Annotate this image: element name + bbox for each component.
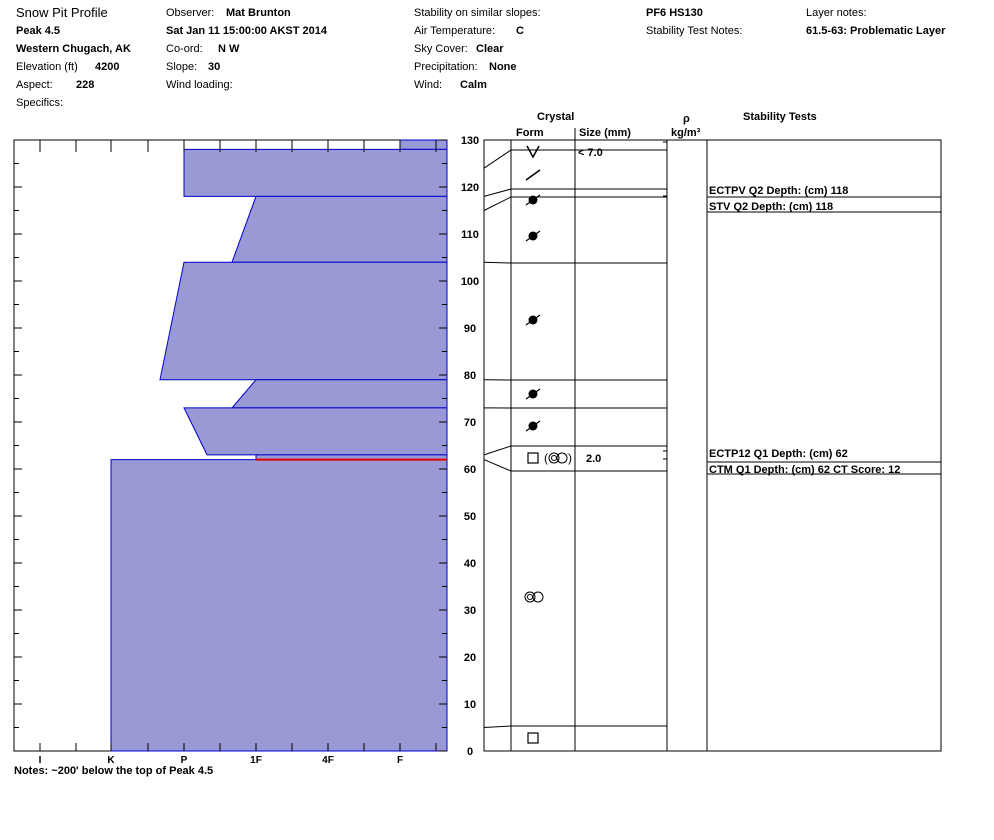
stability-similar-label: Stability on similar slopes: bbox=[414, 7, 541, 19]
air-temp-value: C bbox=[516, 25, 524, 37]
elevation-value: 4200 bbox=[95, 61, 120, 73]
new-snow-icon bbox=[527, 146, 539, 157]
depth-axis-label: 80 bbox=[463, 370, 477, 382]
depth-axis-label: 130 bbox=[460, 135, 480, 147]
pit-id: PF6 HS130 bbox=[646, 7, 703, 19]
location-name: Peak 4.5 bbox=[16, 25, 61, 37]
hardness-layer bbox=[232, 380, 447, 408]
slope-label: Slope: bbox=[166, 61, 198, 73]
observer-value: Mat Brunton bbox=[226, 7, 291, 19]
grain-size: < 7.0 bbox=[578, 147, 603, 159]
rho-header: ρ bbox=[683, 113, 690, 125]
region-name: Western Chugach, AK bbox=[16, 43, 131, 55]
hardness-layer bbox=[184, 408, 447, 455]
hardness-layer bbox=[400, 140, 447, 149]
hardness-scale-label: I bbox=[38, 755, 42, 766]
coord-label: Co-ord: bbox=[166, 43, 203, 55]
sky-cover-label: Sky Cover: bbox=[414, 43, 468, 55]
wind-value: Calm bbox=[460, 79, 487, 91]
density-unit-header: kg/m³ bbox=[671, 127, 701, 139]
crystal-header: Crystal bbox=[537, 111, 575, 123]
depth-hoar-inner bbox=[528, 595, 533, 600]
layer-depth-connector bbox=[484, 197, 511, 211]
depth-axis-label: 40 bbox=[463, 558, 477, 570]
grain-size: 2.0 bbox=[586, 453, 602, 465]
stability-test-result: CTM Q1 Depth: (cm) 62 CT Score: 12 bbox=[709, 464, 901, 476]
elevation-label: Elevation (ft) bbox=[16, 61, 78, 73]
paren-open: ( bbox=[544, 451, 548, 465]
wind-label: Wind: bbox=[414, 79, 443, 91]
stability-notes-label: Stability Test Notes: bbox=[646, 25, 743, 37]
observation-datetime: Sat Jan 11 15:00:00 AKST 2014 bbox=[166, 25, 328, 37]
depth-axis-label: 20 bbox=[463, 652, 477, 664]
aspect-value: 228 bbox=[76, 79, 95, 91]
hardness-scale-label: 1F bbox=[250, 755, 262, 766]
depth-axis-label: 60 bbox=[463, 464, 477, 476]
wind-loading-label: Wind loading: bbox=[166, 79, 233, 91]
hardness-scale-label: 4F bbox=[322, 755, 334, 766]
precipitation-label: Precipitation: bbox=[414, 61, 478, 73]
hardness-scale-label: F bbox=[396, 755, 404, 766]
depth-axis-label: 110 bbox=[461, 229, 479, 241]
depth-axis-label: 30 bbox=[463, 605, 477, 617]
stability-test-result: STV Q2 Depth: (cm) 118 bbox=[709, 201, 834, 213]
hardness-layer bbox=[184, 149, 447, 196]
layer-depth-connector bbox=[484, 189, 511, 196]
stability-test-result: ECTPV Q2 Depth: (cm) 118 bbox=[709, 185, 849, 197]
notes: Notes: ~200' below the top of Peak 4.5 bbox=[14, 765, 214, 777]
depth-axis-label: 10 bbox=[463, 699, 477, 711]
depth-axis-label: 100 bbox=[460, 276, 480, 288]
facet-icon bbox=[528, 733, 538, 743]
hardness-layer bbox=[160, 262, 447, 380]
layer-depth-connector bbox=[484, 446, 511, 455]
air-temp-label: Air Temperature: bbox=[414, 25, 496, 37]
depth-axis-label: 120 bbox=[460, 182, 480, 194]
layer-depth-connector bbox=[484, 726, 511, 728]
precipitation-value: None bbox=[489, 61, 517, 73]
specifics-label: Specifics: bbox=[16, 97, 64, 109]
profile-title: Snow Pit Profile bbox=[16, 5, 108, 20]
layer-depth-connector bbox=[484, 460, 511, 471]
layer-depth-connector bbox=[484, 262, 511, 263]
observer-label: Observer: bbox=[166, 7, 215, 19]
slope-value: 30 bbox=[208, 61, 221, 73]
size-header: Size (mm) bbox=[579, 127, 631, 139]
paren-close: ) bbox=[568, 451, 572, 465]
depth-axis-label: 90 bbox=[463, 323, 477, 335]
hardness-scale-label: P bbox=[180, 755, 188, 766]
stability-test-result: ECTP12 Q1 Depth: (cm) 62 bbox=[709, 448, 848, 460]
hardness-scale-label: K bbox=[107, 755, 115, 766]
sky-cover-value: Clear bbox=[476, 43, 504, 55]
coord-value: N W bbox=[218, 43, 240, 55]
layer-notes-value: 61.5-63: Problematic Layer bbox=[806, 25, 946, 37]
depth-axis-label: 50 bbox=[463, 511, 477, 523]
layer-depth-connector bbox=[484, 150, 511, 168]
aspect-label: Aspect: bbox=[16, 79, 53, 91]
layer-notes-label: Layer notes: bbox=[806, 7, 867, 19]
depth-hoar-inner bbox=[552, 456, 557, 461]
form-header: Form bbox=[516, 127, 544, 139]
stability-tests-header: Stability Tests bbox=[743, 111, 817, 123]
hardness-layer bbox=[111, 460, 447, 751]
hardness-layer bbox=[232, 196, 447, 262]
depth-axis-label: 70 bbox=[463, 417, 477, 429]
decomposing-icon bbox=[526, 170, 540, 180]
facet-icon bbox=[528, 453, 538, 463]
depth-axis-label: 0 bbox=[466, 746, 474, 758]
